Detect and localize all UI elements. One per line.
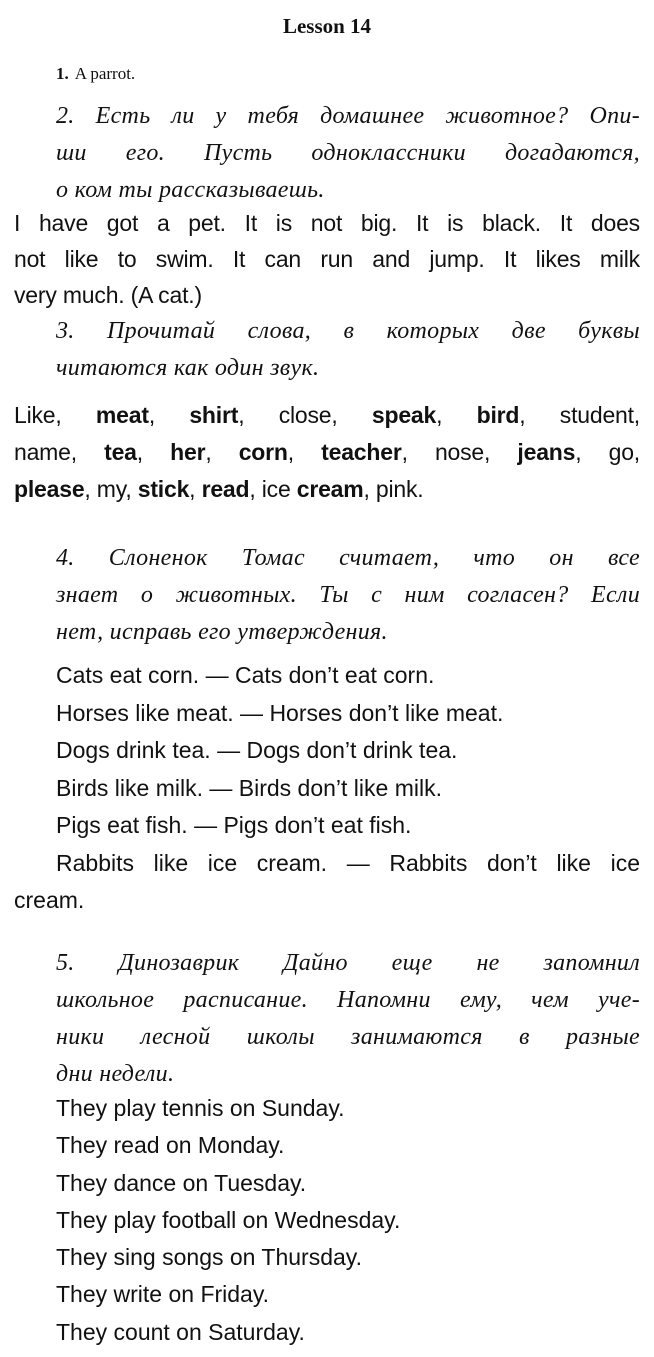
task-2-instruction-line: 2. Есть ли у тебя домашнее животное? Опи- [56,103,640,129]
task-4-sentence: Horses like meat. — Horses don’t like meat. [56,699,504,726]
task-3-plain-text: , [136,439,171,465]
task-3-word-line [14,471,640,508]
task-3-plain-text: name, [14,439,105,465]
task-4-sentence-last-line1: Rabbits like ice cream. — Rabbits don’t like ice [56,849,640,876]
task-3-word-list [14,397,640,508]
task-5-instruction-line: дни недели. [56,1061,175,1087]
task-5-instruction-line: 5. Динозаврик Дайно еще не запомнил [56,950,640,976]
task-5-sentence: They play football on Wednesday. [56,1206,401,1233]
task-3-bold-word: teacher [321,439,402,465]
task-3-word-line [14,397,640,434]
task-3-bold-word: corn [238,439,288,465]
task-3-bold-word: read [201,476,250,502]
task-3-bold-word: meat [95,402,149,428]
task-3-plain-text: , my, [84,476,138,502]
task-3-bold-word: jeans [517,439,576,465]
task-3-plain-text: , ice [249,476,297,502]
task-5-sentence: They count on Saturday. [56,1318,305,1345]
task-3-plain-text: , [205,439,239,465]
task-3-plain-text: , [436,402,477,428]
task-3-instruction-line: читаются как один звук. [56,355,320,381]
task-3-word-line [14,434,640,471]
task-4-sentence: Birds like milk. — Birds don’t like milk. [56,774,442,801]
task-2-answer-line: I have got a pet. It is not big. It is black. It does [14,210,640,236]
task-4-instruction-line: нет, исправь его утверждения. [56,619,388,645]
task-3-plain-text: , nose, [401,439,518,465]
task-4-instruction [56,540,640,651]
task-2-instruction-line: о ком ты рассказываешь. [56,177,325,203]
task-3-bold-word: bird [476,402,520,428]
task-4-sentence: Cats eat corn. — Cats don’t eat corn. [56,662,435,688]
task-2-answer-line: not like to swim. It can run and jump. It likes milk [14,246,640,272]
task-3-plain-text: , student, [519,402,641,428]
task-2-instruction [56,98,640,209]
task-5-sentence: They sing songs on Thursday. [56,1244,362,1271]
task-3-plain-text: , close, [238,402,372,428]
task-5-sentence: They dance on Tuesday. [56,1169,307,1196]
task-3-plain-text: , [189,476,202,502]
task-4-instruction-line: 4. Слоненок Томас считает, что он все [56,545,640,571]
task-5-sentence: They write on Friday. [56,1281,270,1308]
task-5-instruction [56,945,640,1093]
task-3-bold-word: shirt [189,402,239,428]
task-3-bold-word: cream [296,476,364,502]
task-3-plain-text: , [287,439,322,465]
task-4-sentence: Pigs eat fish. — Pigs don’t eat fish. [56,812,412,838]
task-3-bold-word: tea [104,439,137,465]
task-5-answers [14,1090,640,1351]
task-4-instruction-line: знает о животных. Ты с ним согласен? Если [56,582,640,608]
task-2-answer [14,205,640,313]
task-5-sentence: They read on Monday. [56,1132,285,1159]
task-3-instruction-line: 3. Прочитай слова, в которых две буквы [56,318,640,344]
task-1-number: 1. [56,64,69,83]
task-1-text: A parrot. [74,64,136,83]
task-3-plain-text: Like [14,402,56,428]
task-3-bold-word: stick [137,476,190,502]
task-3-bold-word: her [170,439,206,465]
task-4-answers [14,657,640,920]
task-5-sentence: They play tennis on Sunday. [56,1095,345,1121]
task-3-instruction [56,313,640,387]
task-2-answer-line: very much. (A cat.) [14,282,202,308]
task-1-answer [56,64,135,84]
lesson-title: Lesson 14 [282,14,372,38]
task-3-plain-text: , [148,402,190,428]
task-4-sentence-last-line2: cream. [14,887,85,913]
task-4-sentence: Dogs drink tea. — Dogs don’t drink tea. [56,737,458,763]
task-3-bold-word: speak [371,402,437,428]
task-5-instruction-line: ники лесной школы занимаются в разные [56,1024,640,1050]
task-3-bold-word: please [14,476,85,502]
task-3-plain-text: , pink. [363,476,424,502]
task-3-plain-text: , [55,402,96,428]
task-5-instruction-line: школьное расписание. Напомни ему, чем уче- [56,987,640,1013]
task-2-instruction-line: ши его. Пусть одноклассники догадаются, [56,140,640,166]
task-3-plain-text: , go, [575,439,640,465]
